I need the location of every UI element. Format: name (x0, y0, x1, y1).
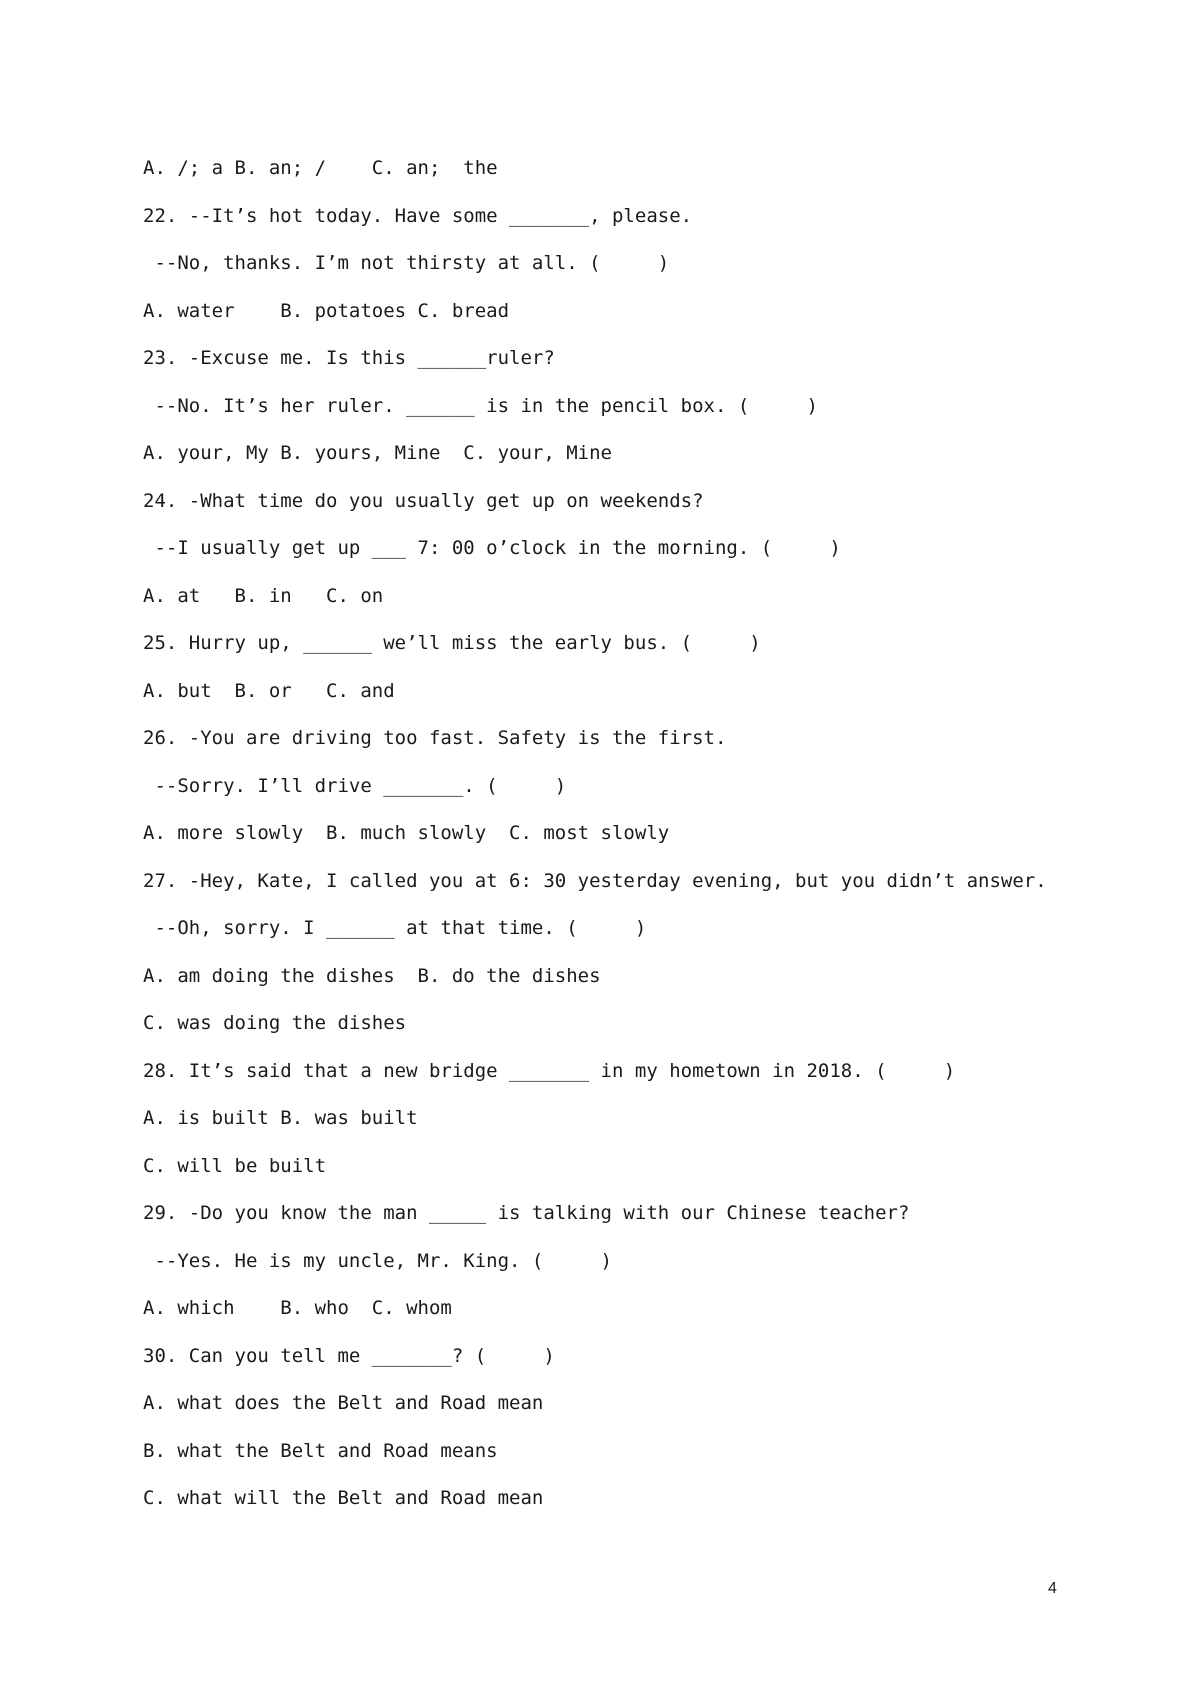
text-line: --No, thanks. I’m not thirsty at all. ( ) (143, 252, 670, 274)
question-23: 23. -Excuse me. Is this ______ruler? (143, 347, 555, 369)
question-22: 22. --It’s hot today. Have some _______, please. (143, 204, 693, 227)
question-list (143, 150, 1143, 1528)
answer-options: A. water B. potatoes C. bread (143, 299, 510, 322)
text-line: --Oh, sorry. I ______ at that time. ( ) (143, 917, 647, 939)
answer-options: C. what will the Belt and Road mean (143, 1487, 544, 1509)
question-25: 25. Hurry up, ______ we’ll miss the early bus. ( ) (143, 632, 761, 654)
answer-options: A. what does the Belt and Road mean (143, 1392, 544, 1414)
answer-options: A. your, My B. yours, Mine C. your, Mine (143, 442, 612, 464)
answer-options: A. but B. or C. and (143, 679, 395, 702)
question-29: 29. -Do you know the man _____ is talking with our Chinese teacher? (143, 1202, 910, 1224)
question-24: 24. -What time do you usually get up on weekends? (143, 489, 704, 512)
text-line: --Yes. He is my uncle, Mr. King. ( ) (143, 1249, 612, 1272)
page-number: 4 (1048, 1580, 1057, 1597)
answer-options: A. more slowly B. much slowly C. most slowly (143, 822, 670, 844)
answer-options: A. at B. in C. on (143, 584, 384, 607)
text-line: --No. It’s her ruler. ______ is in the pencil box. ( ) (143, 394, 818, 417)
answer-options: C. will be built (143, 1154, 327, 1177)
answer-options: A. am doing the dishes B. do the dishes (143, 964, 601, 987)
answer-options: A. which B. who C. whom (143, 1297, 452, 1319)
question-28: 28. It’s said that a new bridge _______ in my hometown in 2018. ( ) (143, 1059, 956, 1082)
answer-options: C. was doing the dishes (143, 1012, 407, 1034)
answer-options: A. is built B. was built (143, 1107, 418, 1129)
question-30: 30. Can you tell me _______? ( ) (143, 1344, 555, 1367)
text-line: A. /; a B. an; / C. an; the (143, 157, 498, 179)
answer-options: B. what the Belt and Road means (143, 1439, 498, 1462)
text-line: --Sorry. I’ll drive _______. ( ) (143, 774, 567, 797)
text-line: --I usually get up ___ 7: 00 o’clock in the morning. ( ) (143, 537, 841, 559)
question-27: 27. -Hey, Kate, I called you at 6: 30 yesterday evening, but you didn’t answer. (143, 869, 1047, 892)
question-26: 26. -You are driving too fast. Safety is the first. (143, 727, 727, 749)
